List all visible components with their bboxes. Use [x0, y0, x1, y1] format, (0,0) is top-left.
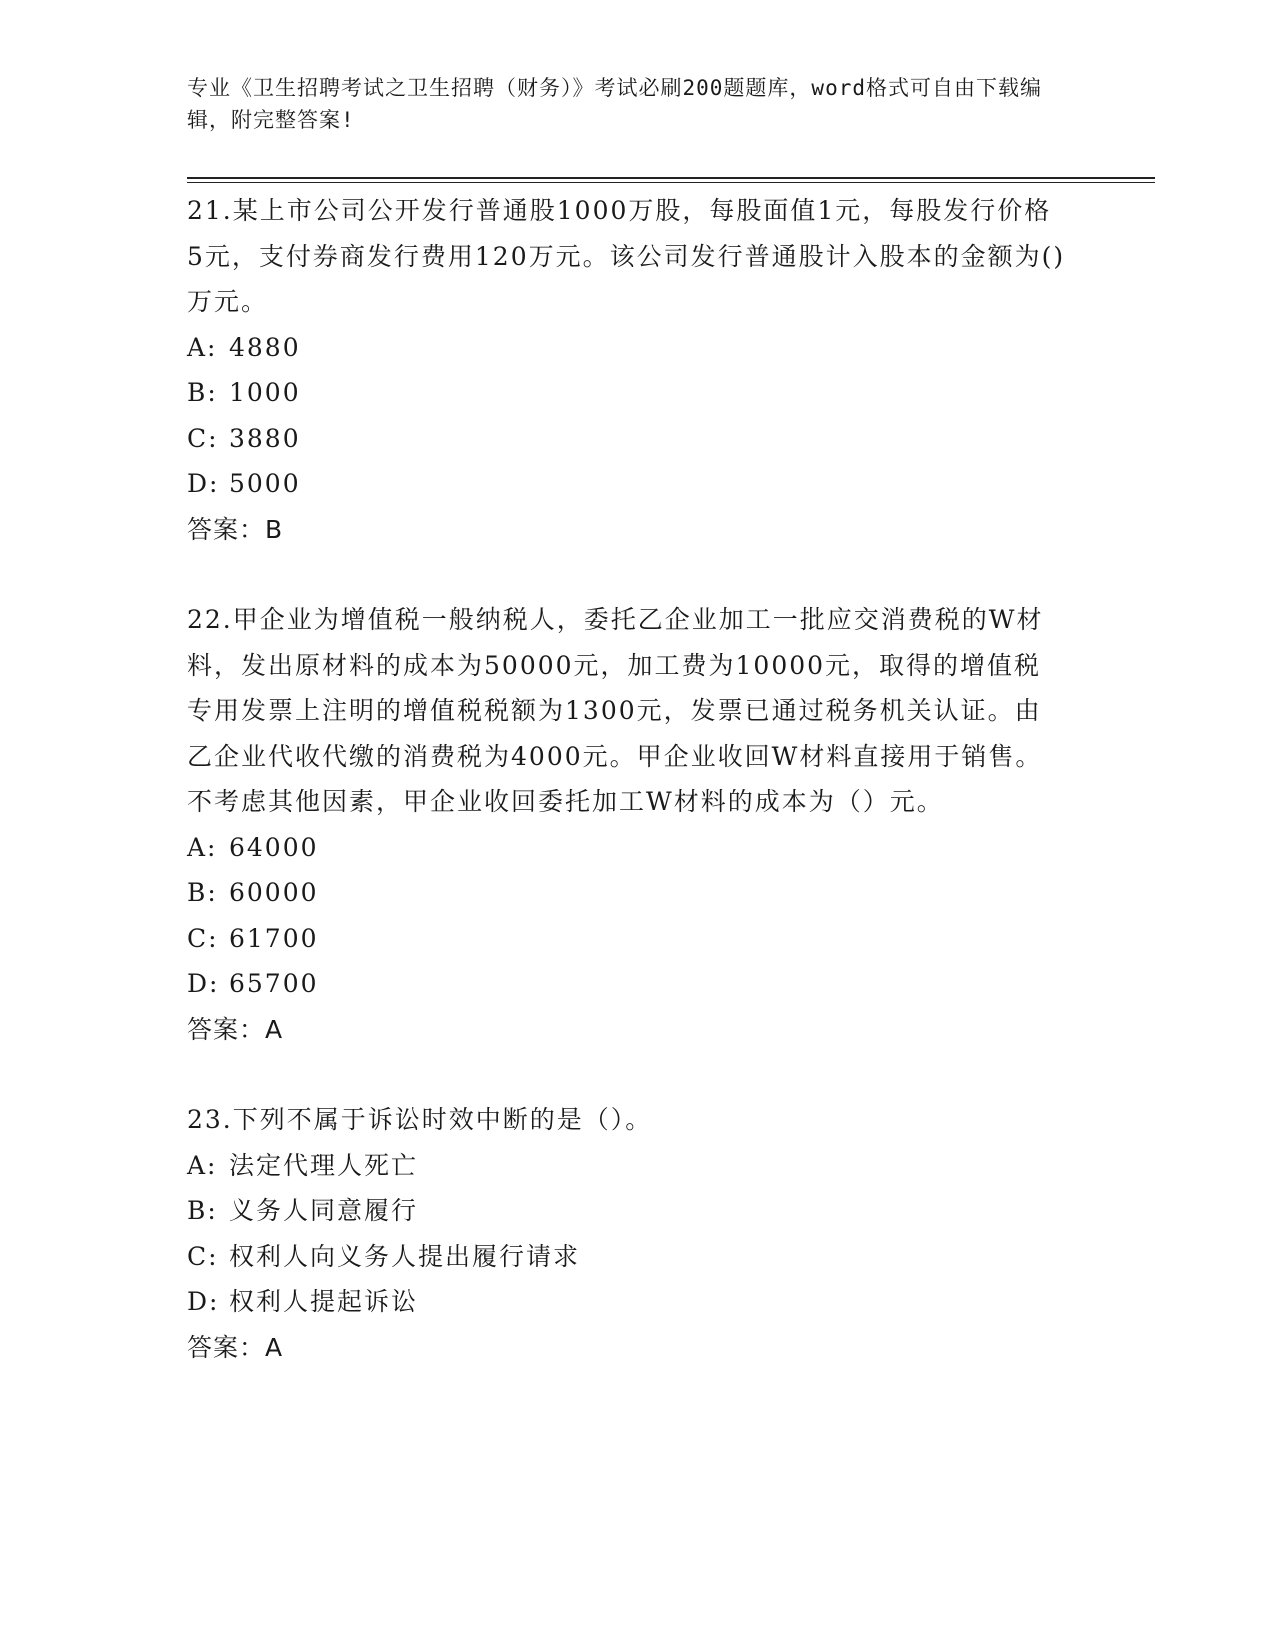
option-letter: C: [187, 923, 219, 953]
option-value: 权利人提起诉讼 [229, 1287, 419, 1316]
question-text: 22.甲企业为增值税一般纳税人，委托乙企业加工一批应交消费税的W材料，发出原材料的成本为50000元，加工费为10000元，取得的增值税专用发票上注明的增值税税额为1300元，发票已通过税务机关认证。由乙企业代收代缴的消费税为4000元。甲企业收回W材料直接用于销售。不考虑其他因素，甲企业收回委托加工W材料的成本为（）元。 [187, 605, 1044, 816]
option-value: 权利人向义务人提出履行请求 [229, 1241, 581, 1271]
question-21 [187, 188, 1067, 552]
option-b [187, 370, 1067, 416]
option-d [187, 961, 1067, 1007]
header-rule-thick [187, 177, 1155, 179]
option-letter: A: [187, 332, 218, 362]
option-value: 4880 [229, 332, 301, 362]
option-letter: C: [187, 1241, 219, 1271]
option-b [187, 870, 1067, 916]
option-value: 64000 [229, 832, 319, 862]
answer-line: 答案：A [187, 1014, 284, 1044]
option-value: 义务人同意履行 [229, 1196, 419, 1225]
option-letter: D: [187, 969, 220, 998]
option-letter: C: [187, 423, 219, 453]
spacer [187, 1052, 1067, 1097]
question-23 [187, 1097, 1067, 1370]
option-a [187, 325, 1067, 371]
option-letter: B: [187, 878, 218, 907]
option-value: 1000 [229, 378, 301, 407]
option-value: 60000 [229, 878, 319, 907]
option-d [187, 1279, 1067, 1325]
option-value: 法定代理人死亡 [229, 1150, 419, 1180]
option-c [187, 416, 1067, 462]
option-c [187, 1234, 1067, 1280]
option-value: 5000 [229, 469, 301, 498]
option-c [187, 916, 1067, 962]
question-22 [187, 597, 1067, 1052]
spacer [187, 552, 1067, 597]
answer-line: 答案：A [187, 1332, 284, 1362]
option-d [187, 461, 1067, 507]
option-letter: A: [187, 832, 218, 862]
option-b [187, 1188, 1067, 1234]
option-letter: D: [187, 1287, 220, 1316]
header-rule-thin [187, 182, 1155, 183]
document-header: 专业《卫生招聘考试之卫生招聘（财务）》考试必刷200题题库，word格式可自由下载编辑，附完整答案! [187, 76, 1042, 132]
option-letter: A: [187, 1150, 218, 1180]
answer-line: 答案：B [187, 514, 284, 544]
option-value: 61700 [229, 923, 319, 953]
option-value: 65700 [229, 969, 319, 998]
question-list [187, 188, 1067, 1370]
question-text: 23.下列不属于诉讼时效中断的是（）。 [187, 1105, 653, 1134]
option-letter: B: [187, 1196, 218, 1225]
option-a [187, 825, 1067, 871]
option-letter: B: [187, 378, 218, 407]
option-a [187, 1143, 1067, 1189]
option-value: 3880 [229, 423, 301, 453]
option-letter: D: [187, 469, 220, 498]
question-text: 21.某上市公司公开发行普通股1000万股，每股面值1元，每股发行价格5元，支付券商发行费用120万元。该公司发行普通股计入股本的金额为()万元。 [187, 196, 1066, 316]
